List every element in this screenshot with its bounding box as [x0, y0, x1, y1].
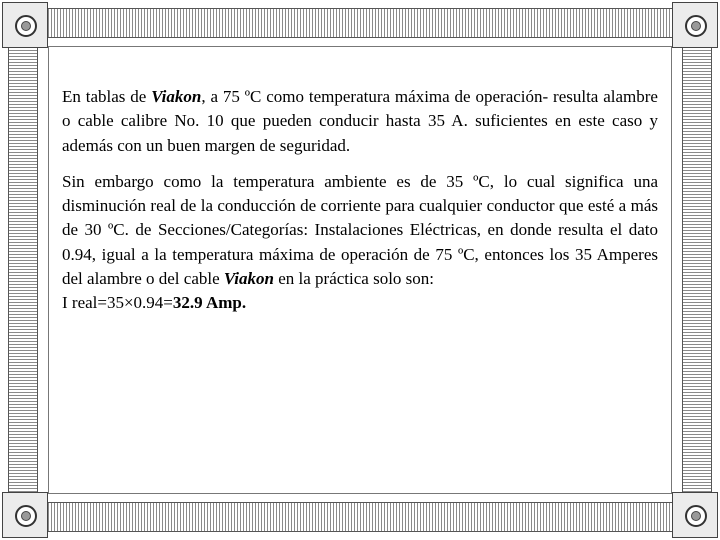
bottom-right-corner-ornament [672, 492, 718, 538]
ring-icon [15, 505, 37, 527]
top-left-corner-ornament [2, 2, 48, 48]
paragraph-2-end: en la práctica solo son: [273, 269, 435, 289]
formula-expression: I real=35×0.94= [62, 293, 173, 313]
bottom-border-stripe [46, 502, 674, 532]
paragraph-1-body: , a 75 ºC como temperatura máxima de operación- resulta alambre o cable calibre No. 10 que pueden conducir hasta 35 A. suficientes en este caso y además con un buen margen de seguridad. [62, 87, 658, 155]
paragraph-1-intro: En tablas de [62, 87, 152, 106]
ring-icon [15, 15, 37, 37]
paragraph-1 [62, 85, 658, 158]
right-border-stripe [682, 46, 712, 494]
ring-icon [685, 505, 707, 527]
top-border-stripe [46, 8, 674, 38]
formula-result: 32.9 Amp. [172, 293, 247, 313]
ring-icon [685, 15, 707, 37]
top-right-corner-ornament [672, 2, 718, 48]
left-border-stripe [8, 46, 38, 494]
paragraph-2 [62, 170, 658, 316]
slide-text [62, 85, 658, 316]
brand-name: Viakon [151, 87, 202, 106]
paragraph-2-body: Sin embargo como la temperatura ambiente es de 35 ºC, lo cual significa una disminución real de la conducción de corriente para cualquier conductor que esté a más de 30 ºC. de Secciones/Categorías: Instalaciones Eléctricas, en donde resulta el dato 0.94, igual a la temperatura máxima de operación de 75 ºC, entonces los 35 Amperes del alambre o del cable [62, 171, 658, 289]
brand-name: Viakon [223, 269, 274, 289]
bottom-left-corner-ornament [2, 492, 48, 538]
